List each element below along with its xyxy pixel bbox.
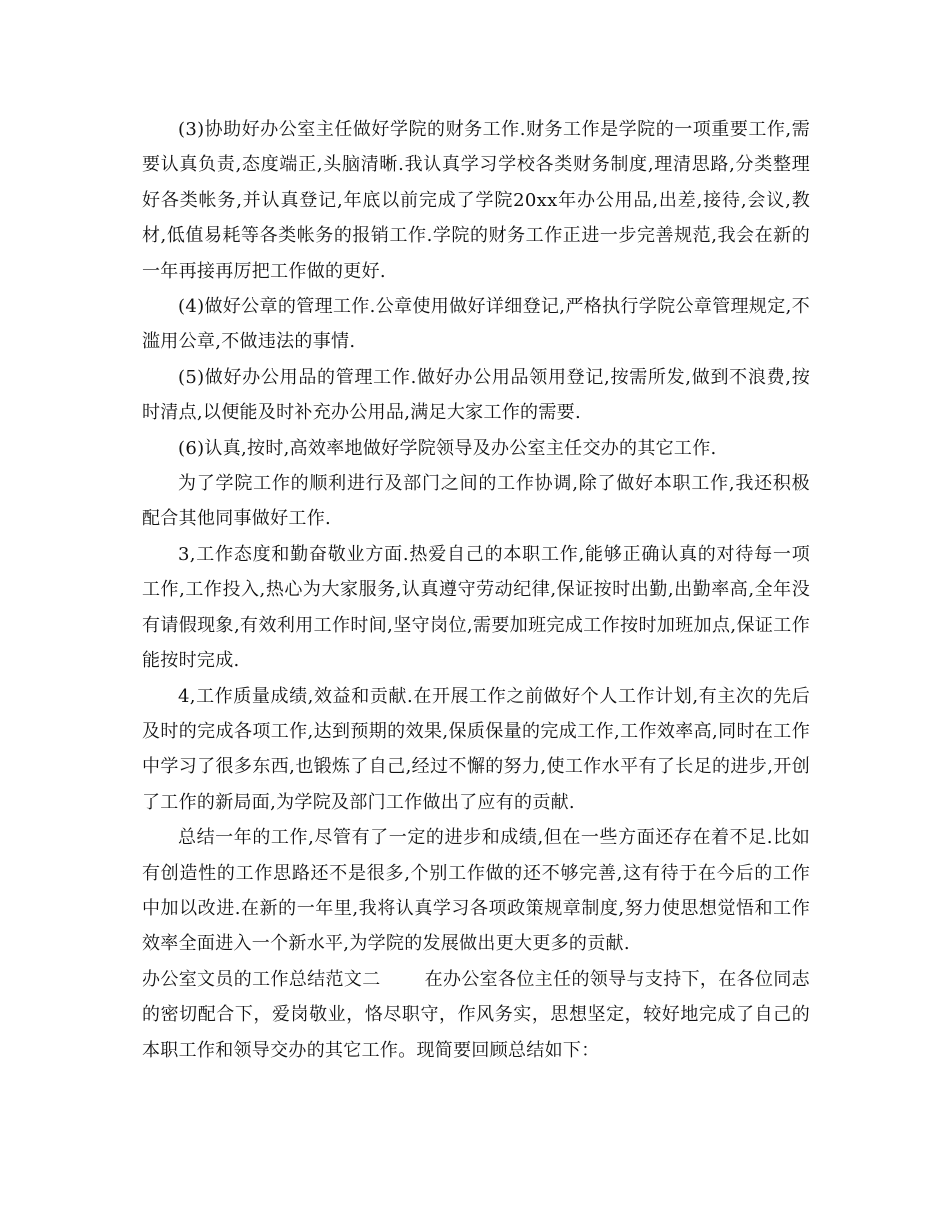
paragraph-cooperation: 为了学院工作的顺利进行及部门之间的工作协调,除了做好本职工作,我还积极配合其他同事做好工作. [142, 473, 810, 530]
document-page [142, 112, 810, 1068]
paragraph-assigned-tasks: (6)认真,按时,高效率地做好学院领导及办公室主任交办的其它工作. [178, 437, 717, 459]
paragraph-section-two [142, 962, 810, 1068]
section-body: 在办公室各位主任的领导与支持下，在各位同志的密切配合下，爱岗敬业，恪尽职守，作风务实，思想坚定，较好地完成了自己的本职工作和领导交办的其它工作。现简要回顾总结如下： [142, 968, 810, 1061]
paragraph-work-attitude: 3,工作态度和勤奋敬业方面.热爱自己的本职工作,能够正确认真的对待每一项工作,工作投入,热心为大家服务,认真遵守劳动纪律,保证按时出勤,出勤率高,全年没有请假现象,有效利用工作时间,坚守岗位,需要加班完成工作按时加班加点,保证工作能按时完成. [142, 543, 810, 672]
paragraph-year-summary: 总结一年的工作,尽管有了一定的进步和成绩,但在一些方面还存在着不足.比如有创造性的工作思路还不是很多,个别工作做的还不够完善,这有待于在今后的工作中加以改进.在新的一年里,我将认真学习各项政策规章制度,努力使思想觉悟和工作效率全面进入一个新水平,为学院的发展做出更大更多的贡献. [142, 827, 810, 955]
paragraph-work-quality: 4,工作质量成绩,效益和贡献.在开展工作之前做好个人工作计划,有主次的先后及时的完成各项工作,达到预期的效果,保质保量的完成工作,工作效率高,同时在工作中学习了很多东西,也锻炼了自己,经过不懈的努力,使工作水平有了长足的进步,开创了工作的新局面,为学院及部门工作做出了应有的贡献. [142, 685, 810, 813]
section-title: 办公室文员的工作总结范文二 [142, 968, 381, 990]
paragraph-office-supplies: (5)做好办公用品的管理工作.做好办公用品领用登记,按需所发,做到不浪费,按时清点,以便能及时补充办公用品,满足大家工作的需要. [142, 366, 810, 424]
paragraph-seal-management: (4)做好公章的管理工作.公章使用做好详细登记,严格执行学院公章管理规定,不滥用公章,不做违法的事情. [142, 296, 810, 353]
paragraph-financial-work: (3)协助好办公室主任做好学院的财务工作.财务工作是学院的一项重要工作,需要认真负责,态度端正,头脑清晰.我认真学习学校各类财务制度,理清思路,分类整理好各类帐务,并认真登记,年底以前完成了学院20xx年办公用品,出差,接待,会议,教材,低值易耗等各类帐务的报销工作.学院的财务工作正进一步完善规范,我会在新的一年再接再厉把工作做的更好. [142, 119, 810, 282]
